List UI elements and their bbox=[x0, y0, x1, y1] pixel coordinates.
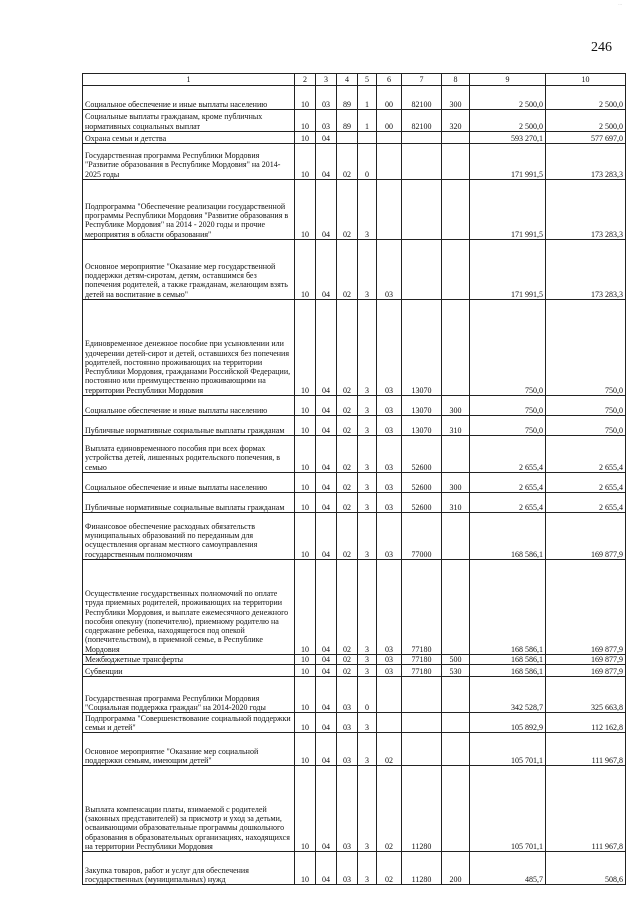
razdel-cell: 10 bbox=[295, 560, 316, 655]
amount-col9-cell: 750,0 bbox=[470, 300, 546, 396]
amount-col10-cell: 173 283,3 bbox=[546, 180, 626, 240]
subprogram-cell: 3 bbox=[358, 180, 377, 240]
program-cell: 89 bbox=[337, 86, 358, 110]
row-name-cell: Единовременное денежное пособие при усыновлении или удочерении детей-сирот и детей, оставшихся без попечения родителей, постоянно проживающих на территории Республики Мордовия, гражданами Российской Федерации, постоянно или преимущественно проживающими на территории Республики Мордовия bbox=[83, 300, 295, 396]
direction-cell bbox=[402, 713, 442, 733]
row-name-cell: Выплата компенсации платы, взимаемой с родителей (законных представителей) за присмотр и уход за детьми, осваивающими образовательные программы дошкольного образования в образовательных организациях, находящихся на территории Республики Мордовия bbox=[83, 766, 295, 852]
razdel-cell: 10 bbox=[295, 86, 316, 110]
row-name-cell: Основное мероприятие "Оказание мер социальной поддержки семьям, имеющим детей" bbox=[83, 733, 295, 766]
amount-col10-cell: 2 500,0 bbox=[546, 86, 626, 110]
row-name-cell: Охрана семьи и детства bbox=[83, 132, 295, 144]
amount-col9-cell: 342 528,7 bbox=[470, 677, 546, 713]
amount-col10-cell: 111 967,8 bbox=[546, 766, 626, 852]
direction-cell bbox=[402, 677, 442, 713]
activity-cell: 03 bbox=[377, 300, 402, 396]
row-name-cell: Социальное обеспечение и иные выплаты населению bbox=[83, 86, 295, 110]
subprogram-cell: 3 bbox=[358, 713, 377, 733]
amount-col9-cell: 168 586,1 bbox=[470, 665, 546, 677]
program-cell: 02 bbox=[337, 180, 358, 240]
corner-mark: ... bbox=[618, 2, 622, 7]
activity-cell bbox=[377, 677, 402, 713]
subprogram-cell: 3 bbox=[358, 240, 377, 300]
podrazdel-cell: 04 bbox=[316, 655, 337, 665]
header-cell: 5 bbox=[358, 74, 377, 86]
amount-col10-cell: 750,0 bbox=[546, 416, 626, 436]
expense-type-cell bbox=[442, 513, 470, 560]
amount-col9-cell: 2 655,4 bbox=[470, 473, 546, 493]
header-cell: 8 bbox=[442, 74, 470, 86]
activity-cell: 03 bbox=[377, 655, 402, 665]
table-row bbox=[83, 110, 626, 132]
amount-col10-cell: 169 877,9 bbox=[546, 513, 626, 560]
razdel-cell: 10 bbox=[295, 180, 316, 240]
program-cell: 02 bbox=[337, 396, 358, 416]
table-row bbox=[83, 86, 626, 110]
razdel-cell: 10 bbox=[295, 733, 316, 766]
podrazdel-cell: 04 bbox=[316, 300, 337, 396]
podrazdel-cell: 03 bbox=[316, 86, 337, 110]
podrazdel-cell: 04 bbox=[316, 144, 337, 180]
activity-cell: 03 bbox=[377, 416, 402, 436]
amount-col9-cell: 168 586,1 bbox=[470, 560, 546, 655]
podrazdel-cell: 04 bbox=[316, 766, 337, 852]
subprogram-cell: 1 bbox=[358, 110, 377, 132]
header-row bbox=[83, 74, 626, 86]
amount-col10-cell: 577 697,0 bbox=[546, 132, 626, 144]
row-name-cell: Подпрограмма "Обеспечение реализации государственной программы Республики Мордовия "Развитие образования в Республике Мордовия" на 2014 - 2020 годы и прочие мероприятия в области образования" bbox=[83, 180, 295, 240]
subprogram-cell bbox=[358, 132, 377, 144]
subprogram-cell: 3 bbox=[358, 560, 377, 655]
row-name-cell: Финансовое обеспечение расходных обязательств муниципальных образований по переданным для осуществления органам местного самоуправления государственным полномочиям bbox=[83, 513, 295, 560]
table-row bbox=[83, 416, 626, 436]
podrazdel-cell: 04 bbox=[316, 713, 337, 733]
amount-col10-cell: 173 283,3 bbox=[546, 240, 626, 300]
razdel-cell: 10 bbox=[295, 473, 316, 493]
razdel-cell: 10 bbox=[295, 144, 316, 180]
row-name-cell: Подпрограмма "Совершенствование социальной поддержки семьи и детей" bbox=[83, 713, 295, 733]
subprogram-cell: 3 bbox=[358, 300, 377, 396]
expense-type-cell: 200 bbox=[442, 852, 470, 885]
subprogram-cell: 3 bbox=[358, 436, 377, 473]
table-row bbox=[83, 852, 626, 885]
activity-cell: 00 bbox=[377, 86, 402, 110]
table-row bbox=[83, 300, 626, 396]
row-name-cell: Выплата единовременного пособия при всех формах устройства детей, лишенных родительского попечения, в семью bbox=[83, 436, 295, 473]
direction-cell: 11280 bbox=[402, 766, 442, 852]
program-cell: 03 bbox=[337, 713, 358, 733]
direction-cell: 82100 bbox=[402, 110, 442, 132]
expense-type-cell bbox=[442, 144, 470, 180]
program-cell: 02 bbox=[337, 144, 358, 180]
amount-col9-cell: 105 892,9 bbox=[470, 713, 546, 733]
table-row bbox=[83, 473, 626, 493]
table-row bbox=[83, 733, 626, 766]
program-cell: 02 bbox=[337, 493, 358, 513]
expense-type-cell bbox=[442, 713, 470, 733]
header-cell: 2 bbox=[295, 74, 316, 86]
header-cell: 3 bbox=[316, 74, 337, 86]
activity-cell: 03 bbox=[377, 240, 402, 300]
program-cell: 03 bbox=[337, 766, 358, 852]
table-row bbox=[83, 240, 626, 300]
podrazdel-cell: 04 bbox=[316, 493, 337, 513]
activity-cell bbox=[377, 144, 402, 180]
razdel-cell: 10 bbox=[295, 396, 316, 416]
row-name-cell: Социальные выплаты гражданам, кроме публичных нормативных социальных выплат bbox=[83, 110, 295, 132]
expense-type-cell bbox=[442, 436, 470, 473]
expense-type-cell bbox=[442, 560, 470, 655]
table-row bbox=[83, 493, 626, 513]
razdel-cell: 10 bbox=[295, 436, 316, 473]
direction-cell bbox=[402, 733, 442, 766]
podrazdel-cell: 04 bbox=[316, 852, 337, 885]
table-row bbox=[83, 144, 626, 180]
subprogram-cell: 3 bbox=[358, 513, 377, 560]
razdel-cell: 10 bbox=[295, 665, 316, 677]
program-cell: 02 bbox=[337, 436, 358, 473]
activity-cell: 02 bbox=[377, 733, 402, 766]
row-name-cell: Закупка товаров, работ и услуг для обеспечения государственных (муниципальных) нужд bbox=[83, 852, 295, 885]
amount-col10-cell: 112 162,8 bbox=[546, 713, 626, 733]
direction-cell bbox=[402, 180, 442, 240]
row-name-cell: Межбюджетные трансферты bbox=[83, 655, 295, 665]
podrazdel-cell: 04 bbox=[316, 180, 337, 240]
expense-type-cell: 320 bbox=[442, 110, 470, 132]
activity-cell: 02 bbox=[377, 766, 402, 852]
razdel-cell: 10 bbox=[295, 132, 316, 144]
amount-col10-cell: 111 967,8 bbox=[546, 733, 626, 766]
expense-type-cell: 310 bbox=[442, 493, 470, 513]
direction-cell: 77000 bbox=[402, 513, 442, 560]
expense-type-cell: 300 bbox=[442, 473, 470, 493]
amount-col9-cell: 105 701,1 bbox=[470, 766, 546, 852]
direction-cell: 52600 bbox=[402, 493, 442, 513]
table-row bbox=[83, 132, 626, 144]
program-cell bbox=[337, 132, 358, 144]
budget-table bbox=[82, 73, 626, 885]
razdel-cell: 10 bbox=[295, 677, 316, 713]
subprogram-cell: 1 bbox=[358, 86, 377, 110]
row-name-cell: Социальное обеспечение и иные выплаты населению bbox=[83, 396, 295, 416]
podrazdel-cell: 04 bbox=[316, 677, 337, 713]
table-row bbox=[83, 560, 626, 655]
row-name-cell: Социальное обеспечение и иные выплаты населению bbox=[83, 473, 295, 493]
subprogram-cell: 3 bbox=[358, 665, 377, 677]
header-cell: 7 bbox=[402, 74, 442, 86]
expense-type-cell: 530 bbox=[442, 665, 470, 677]
expense-type-cell bbox=[442, 132, 470, 144]
podrazdel-cell: 03 bbox=[316, 110, 337, 132]
expense-type-cell bbox=[442, 733, 470, 766]
direction-cell: 13070 bbox=[402, 300, 442, 396]
amount-col10-cell: 169 877,9 bbox=[546, 655, 626, 665]
razdel-cell: 10 bbox=[295, 416, 316, 436]
amount-col9-cell: 168 586,1 bbox=[470, 513, 546, 560]
program-cell: 02 bbox=[337, 416, 358, 436]
activity-cell bbox=[377, 132, 402, 144]
subprogram-cell: 3 bbox=[358, 416, 377, 436]
row-name-cell: Публичные нормативные социальные выплаты гражданам bbox=[83, 416, 295, 436]
direction-cell: 11280 bbox=[402, 852, 442, 885]
program-cell: 02 bbox=[337, 655, 358, 665]
activity-cell bbox=[377, 180, 402, 240]
amount-col10-cell: 750,0 bbox=[546, 300, 626, 396]
subprogram-cell: 3 bbox=[358, 852, 377, 885]
program-cell: 02 bbox=[337, 473, 358, 493]
direction-cell bbox=[402, 240, 442, 300]
amount-col9-cell: 168 586,1 bbox=[470, 655, 546, 665]
podrazdel-cell: 04 bbox=[316, 132, 337, 144]
subprogram-cell: 3 bbox=[358, 733, 377, 766]
expense-type-cell bbox=[442, 677, 470, 713]
expense-type-cell: 500 bbox=[442, 655, 470, 665]
expense-type-cell bbox=[442, 766, 470, 852]
table-row bbox=[83, 396, 626, 416]
amount-col10-cell: 2 500,0 bbox=[546, 110, 626, 132]
table-row bbox=[83, 766, 626, 852]
razdel-cell: 10 bbox=[295, 493, 316, 513]
podrazdel-cell: 04 bbox=[316, 513, 337, 560]
expense-type-cell: 310 bbox=[442, 416, 470, 436]
activity-cell: 03 bbox=[377, 665, 402, 677]
podrazdel-cell: 04 bbox=[316, 396, 337, 416]
subprogram-cell: 0 bbox=[358, 677, 377, 713]
expense-type-cell: 300 bbox=[442, 86, 470, 110]
amount-col9-cell: 2 500,0 bbox=[470, 110, 546, 132]
row-name-cell: Основное мероприятие "Оказание мер государственной поддержки детям-сиротам, детям, оставшимся без попечения родителей, а также гражданам, желающим взять детей на воспитание в семью" bbox=[83, 240, 295, 300]
direction-cell: 77180 bbox=[402, 655, 442, 665]
direction-cell: 13070 bbox=[402, 396, 442, 416]
amount-col10-cell: 2 655,4 bbox=[546, 436, 626, 473]
row-name-cell: Осуществление государственных полномочий по оплате труда приемных родителей, проживающих на территории Республики Мордовия, и выплате ежемесячного денежного пособия опекуну (попечителю), приемному родителю на содержание ребенка, находящегося под опекой (попечительством), в приемной семье, в Республике Мордовия bbox=[83, 560, 295, 655]
row-name-cell: Государственная программа Республики Мордовия "Социальная поддержка граждан" на 2014-2020 годы bbox=[83, 677, 295, 713]
table-row bbox=[83, 713, 626, 733]
expense-type-cell bbox=[442, 180, 470, 240]
direction-cell: 77180 bbox=[402, 665, 442, 677]
podrazdel-cell: 04 bbox=[316, 665, 337, 677]
program-cell: 02 bbox=[337, 240, 358, 300]
header-cell: 4 bbox=[337, 74, 358, 86]
header-cell: 6 bbox=[377, 74, 402, 86]
amount-col9-cell: 2 655,4 bbox=[470, 436, 546, 473]
amount-col9-cell: 750,0 bbox=[470, 396, 546, 416]
header-cell: 10 bbox=[546, 74, 626, 86]
razdel-cell: 10 bbox=[295, 766, 316, 852]
amount-col10-cell: 2 655,4 bbox=[546, 493, 626, 513]
amount-col9-cell: 105 701,1 bbox=[470, 733, 546, 766]
header-cell: 1 bbox=[83, 74, 295, 86]
amount-col10-cell: 508,6 bbox=[546, 852, 626, 885]
subprogram-cell: 3 bbox=[358, 396, 377, 416]
direction-cell: 77180 bbox=[402, 560, 442, 655]
table-row bbox=[83, 677, 626, 713]
amount-col9-cell: 171 991,5 bbox=[470, 240, 546, 300]
expense-type-cell bbox=[442, 240, 470, 300]
razdel-cell: 10 bbox=[295, 852, 316, 885]
table-body bbox=[83, 86, 626, 885]
razdel-cell: 10 bbox=[295, 513, 316, 560]
expense-type-cell: 300 bbox=[442, 396, 470, 416]
table-row bbox=[83, 513, 626, 560]
program-cell: 02 bbox=[337, 300, 358, 396]
direction-cell: 52600 bbox=[402, 473, 442, 493]
amount-col10-cell: 325 663,8 bbox=[546, 677, 626, 713]
amount-col9-cell: 171 991,5 bbox=[470, 144, 546, 180]
razdel-cell: 10 bbox=[295, 240, 316, 300]
amount-col10-cell: 169 877,9 bbox=[546, 665, 626, 677]
razdel-cell: 10 bbox=[295, 300, 316, 396]
table-row bbox=[83, 436, 626, 473]
activity-cell: 03 bbox=[377, 436, 402, 473]
amount-col9-cell: 750,0 bbox=[470, 416, 546, 436]
row-name-cell: Публичные нормативные социальные выплаты гражданам bbox=[83, 493, 295, 513]
amount-col9-cell: 593 270,1 bbox=[470, 132, 546, 144]
subprogram-cell: 3 bbox=[358, 655, 377, 665]
subprogram-cell: 0 bbox=[358, 144, 377, 180]
razdel-cell: 10 bbox=[295, 110, 316, 132]
razdel-cell: 10 bbox=[295, 713, 316, 733]
subprogram-cell: 3 bbox=[358, 766, 377, 852]
activity-cell: 03 bbox=[377, 396, 402, 416]
row-name-cell: Государственная программа Республики Мордовия "Развитие образования в Республике Мордовия" на 2014-2025 годы bbox=[83, 144, 295, 180]
header-cell: 9 bbox=[470, 74, 546, 86]
amount-col9-cell: 2 655,4 bbox=[470, 493, 546, 513]
activity-cell: 00 bbox=[377, 110, 402, 132]
program-cell: 03 bbox=[337, 733, 358, 766]
podrazdel-cell: 04 bbox=[316, 436, 337, 473]
program-cell: 89 bbox=[337, 110, 358, 132]
activity-cell: 03 bbox=[377, 493, 402, 513]
program-cell: 03 bbox=[337, 677, 358, 713]
subprogram-cell: 3 bbox=[358, 493, 377, 513]
amount-col9-cell: 485,7 bbox=[470, 852, 546, 885]
direction-cell: 82100 bbox=[402, 86, 442, 110]
subprogram-cell: 3 bbox=[358, 473, 377, 493]
amount-col10-cell: 169 877,9 bbox=[546, 560, 626, 655]
podrazdel-cell: 04 bbox=[316, 560, 337, 655]
amount-col9-cell: 2 500,0 bbox=[470, 86, 546, 110]
table-row bbox=[83, 180, 626, 240]
row-name-cell: Субвенции bbox=[83, 665, 295, 677]
podrazdel-cell: 04 bbox=[316, 416, 337, 436]
activity-cell bbox=[377, 713, 402, 733]
podrazdel-cell: 04 bbox=[316, 733, 337, 766]
activity-cell: 02 bbox=[377, 852, 402, 885]
expense-type-cell bbox=[442, 300, 470, 396]
program-cell: 03 bbox=[337, 852, 358, 885]
activity-cell: 03 bbox=[377, 473, 402, 493]
activity-cell: 03 bbox=[377, 513, 402, 560]
direction-cell: 13070 bbox=[402, 416, 442, 436]
direction-cell: 52600 bbox=[402, 436, 442, 473]
razdel-cell: 10 bbox=[295, 655, 316, 665]
podrazdel-cell: 04 bbox=[316, 473, 337, 493]
direction-cell bbox=[402, 132, 442, 144]
amount-col10-cell: 2 655,4 bbox=[546, 473, 626, 493]
table-row bbox=[83, 665, 626, 677]
activity-cell: 03 bbox=[377, 560, 402, 655]
program-cell: 02 bbox=[337, 513, 358, 560]
table-row bbox=[83, 655, 626, 665]
amount-col9-cell: 171 991,5 bbox=[470, 180, 546, 240]
amount-col10-cell: 173 283,3 bbox=[546, 144, 626, 180]
program-cell: 02 bbox=[337, 560, 358, 655]
amount-col10-cell: 750,0 bbox=[546, 396, 626, 416]
podrazdel-cell: 04 bbox=[316, 240, 337, 300]
direction-cell bbox=[402, 144, 442, 180]
program-cell: 02 bbox=[337, 665, 358, 677]
page-number: 246 bbox=[591, 40, 612, 55]
